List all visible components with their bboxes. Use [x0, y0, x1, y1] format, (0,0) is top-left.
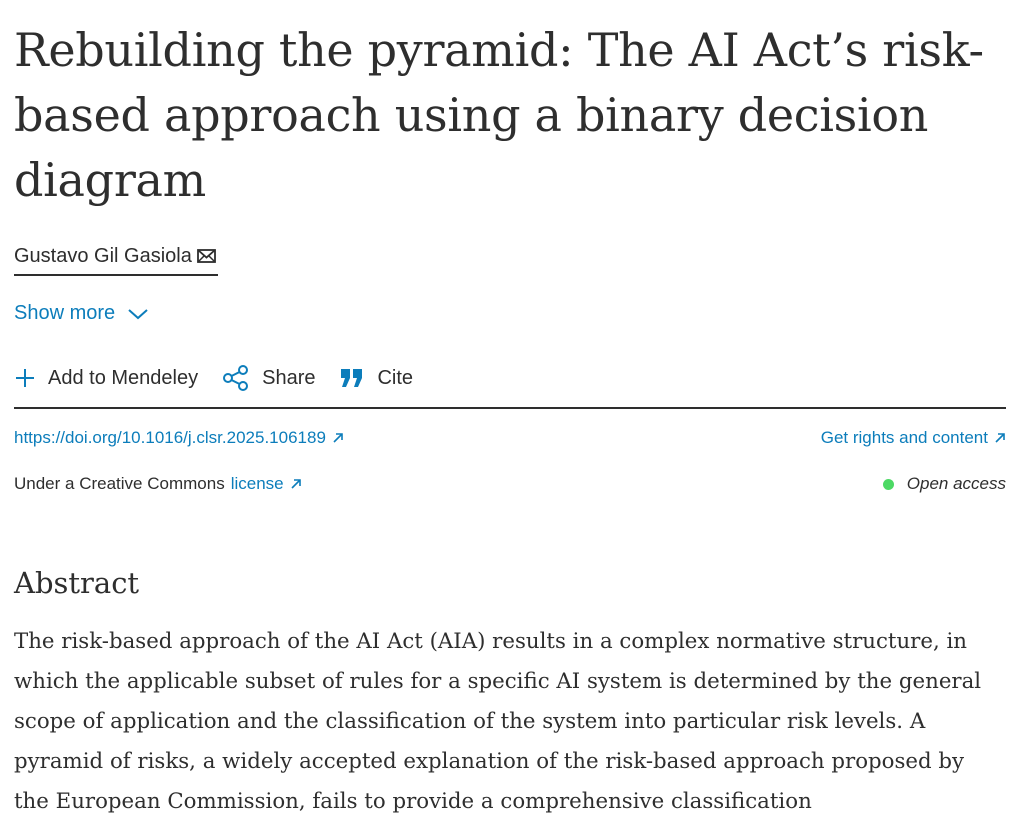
chevron-down-icon — [127, 307, 149, 321]
show-more-button[interactable] — [14, 302, 149, 325]
rights-text: Get rights and content — [820, 428, 988, 447]
license-prefix: Under a Creative Commons — [14, 474, 225, 493]
arrow-up-right-icon — [994, 432, 1006, 444]
share-label: Share — [262, 366, 316, 389]
arrow-up-right-icon — [290, 478, 302, 490]
article-title: Rebuilding the pyramid: The AI Act’s risk-based approach using a binary decision diagram — [14, 23, 984, 207]
author-link[interactable] — [14, 240, 218, 276]
abstract-heading: Abstract — [14, 566, 140, 600]
author-name: Gustavo Gil Gasiola — [14, 244, 192, 267]
envelope-icon — [196, 247, 218, 265]
abstract-text: The risk-based approach of the AI Act (AIA) results in a complex normative structure, in which the applicable subset of rules for a specific AI system is determined by the general scope of application and the classification of the system into particular risk levels. A pyramid of risks, a widely accepted explanation of the risk-based approach proposed by the European Commission, fails to provide a comprehensive classification — [14, 629, 982, 814]
cite-button[interactable] — [339, 367, 413, 390]
cite-label: Cite — [377, 366, 414, 389]
open-access-badge — [883, 474, 1006, 494]
open-access-label: Open access — [906, 474, 1006, 493]
plus-icon — [14, 367, 36, 389]
get-rights-link[interactable] — [821, 428, 1006, 448]
article-page — [14, 0, 1006, 821]
divider — [14, 407, 1006, 409]
mendeley-label: Add to Mendeley — [48, 366, 199, 389]
quote-icon — [339, 367, 365, 389]
share-icon — [222, 364, 250, 392]
add-to-mendeley-button[interactable] — [14, 367, 198, 390]
arrow-up-right-icon — [332, 432, 344, 444]
license-row — [14, 474, 302, 494]
show-more-label: Show more — [14, 302, 116, 324]
article-actions — [14, 360, 437, 396]
doi-text: https://doi.org/10.1016/j.clsr.2025.106189 — [14, 428, 326, 447]
license-link[interactable] — [231, 474, 302, 494]
license-link-text: license — [230, 474, 284, 493]
share-button[interactable] — [222, 364, 315, 392]
green-dot-icon — [883, 479, 894, 490]
doi-link[interactable] — [14, 428, 344, 448]
